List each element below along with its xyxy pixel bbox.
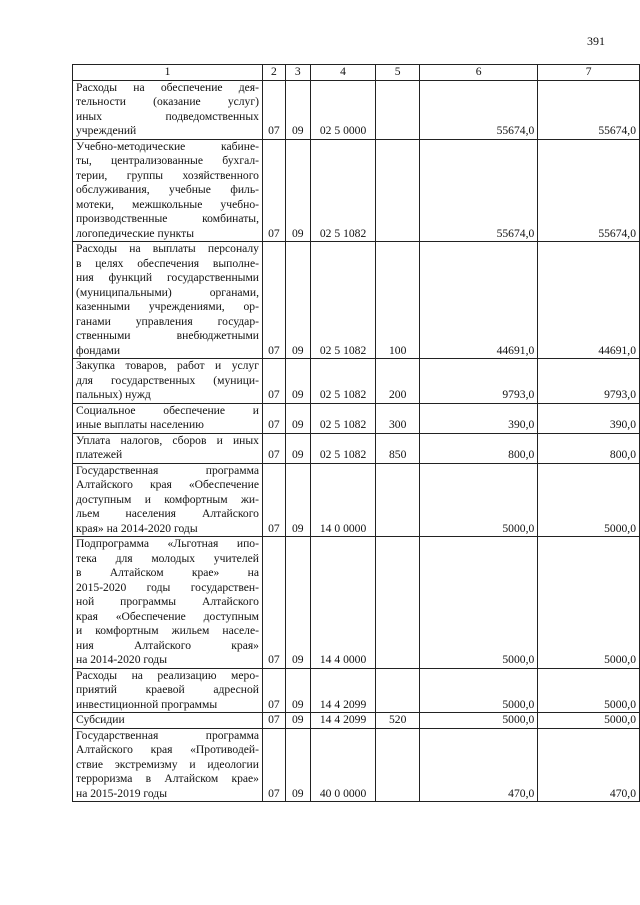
target-article-cell: 02 5 0000 xyxy=(310,80,376,139)
row-description xyxy=(73,668,263,713)
section-code-cell: 07 xyxy=(262,433,285,463)
header-cell: 1 xyxy=(73,65,263,81)
description-line: Социальное обеспечение и xyxy=(76,403,259,417)
description-line: обслуживания, учебные филь- xyxy=(76,183,259,196)
amount-cell: 5000,0 xyxy=(419,668,537,713)
description-line: доступным и комфортным жи- xyxy=(76,492,259,506)
amount-cell: 55674,0 xyxy=(419,80,537,139)
description-line: иные выплаты населению xyxy=(76,418,204,431)
description-line: платежей xyxy=(76,448,123,461)
subsection-code-cell: 09 xyxy=(285,433,310,463)
description-line: ной программы Алтайского xyxy=(76,595,259,608)
table-row xyxy=(73,80,640,139)
subsection-code-cell: 09 xyxy=(285,463,310,537)
subsection-code-cell: 09 xyxy=(285,728,310,802)
target-article-cell: 02 5 1082 xyxy=(310,433,376,463)
row-description xyxy=(73,359,263,404)
description-line: учреждений xyxy=(76,124,137,137)
description-line: края «Обеспечение доступным xyxy=(76,609,259,623)
expense-type-cell: 200 xyxy=(376,359,420,404)
amount-cell: 5000,0 xyxy=(419,537,537,669)
expense-type-cell: 300 xyxy=(376,403,420,433)
header-cell: 4 xyxy=(310,65,376,81)
section-code-cell: 07 xyxy=(262,668,285,713)
table-row xyxy=(73,433,640,463)
header-cell: 7 xyxy=(538,65,640,81)
table-row xyxy=(73,668,640,713)
section-code-cell: 07 xyxy=(262,537,285,669)
table-row xyxy=(73,463,640,537)
row-description xyxy=(73,433,263,463)
description-line: 2015-2020 годы государствен- xyxy=(76,580,259,594)
amount-cell: 470,0 xyxy=(419,728,537,802)
amount-total-cell: 55674,0 xyxy=(538,139,640,242)
amount-total-cell: 44691,0 xyxy=(538,242,640,359)
description-line: ты, централизованные бухгал- xyxy=(76,154,259,167)
expense-type-cell: 850 xyxy=(376,433,420,463)
section-code-cell: 07 xyxy=(262,80,285,139)
target-article-cell: 02 5 1082 xyxy=(310,359,376,404)
header-cell: 5 xyxy=(376,65,420,81)
target-article-cell: 02 5 1082 xyxy=(310,139,376,242)
row-description xyxy=(73,728,263,802)
description-line: края» на 2014-2020 годы xyxy=(76,521,198,535)
row-description xyxy=(73,403,263,433)
subsection-code-cell: 09 xyxy=(285,537,310,669)
table-header-row xyxy=(73,65,640,81)
description-line: приятий краевой адресной xyxy=(76,683,259,696)
amount-cell: 390,0 xyxy=(419,403,537,433)
amount-total-cell: 5000,0 xyxy=(538,713,640,729)
description-line: мотеки, межшкольные учебно- xyxy=(76,197,259,211)
description-line: ствие экстремизму и идеологии xyxy=(76,757,259,771)
description-line: ственными внебюджетными xyxy=(76,329,259,342)
target-article-cell: 02 5 1082 xyxy=(310,242,376,359)
target-article-cell: 14 4 0000 xyxy=(310,537,376,669)
expense-type-cell: 100 xyxy=(376,242,420,359)
description-line: терроризма в Алтайском крае» xyxy=(76,772,259,785)
amount-total-cell: 55674,0 xyxy=(538,80,640,139)
description-line: ния функций государственными xyxy=(76,271,259,284)
section-code-cell: 07 xyxy=(262,139,285,242)
description-line: тельности (оказание услуг) xyxy=(76,95,259,108)
row-description xyxy=(73,139,263,242)
description-line: иных подведомственных xyxy=(76,109,259,123)
description-line: терии, группы хозяйственного xyxy=(76,168,259,182)
description-line: Учебно-методические кабине- xyxy=(76,139,259,153)
description-line: в целях обеспечения выполне- xyxy=(76,256,259,270)
description-line: Алтайского края «Противодей- xyxy=(76,743,259,756)
description-line: Расходы на обеспечение дея- xyxy=(76,80,259,94)
description-line: Алтайского края «Обеспечение xyxy=(76,478,259,491)
amount-cell: 9793,0 xyxy=(419,359,537,404)
description-line: Подпрограмма «Льготная ипо- xyxy=(76,537,259,550)
expense-type-cell xyxy=(376,463,420,537)
section-code-cell: 07 xyxy=(262,728,285,802)
description-line: Уплата налогов, сборов и иных xyxy=(76,433,259,447)
table-row xyxy=(73,359,640,404)
expense-type-cell: 520 xyxy=(376,713,420,729)
target-article-cell: 14 4 2099 xyxy=(310,713,376,729)
target-article-cell: 40 0 0000 xyxy=(310,728,376,802)
description-line: ганами управления государ- xyxy=(76,314,259,328)
header-cell: 6 xyxy=(419,65,537,81)
description-line: на 2015-2019 годы xyxy=(76,786,168,800)
subsection-code-cell: 09 xyxy=(285,242,310,359)
amount-cell: 44691,0 xyxy=(419,242,537,359)
description-line: тека для молодых учителей xyxy=(76,551,259,565)
table-row xyxy=(73,713,640,729)
target-article-cell: 14 0 0000 xyxy=(310,463,376,537)
description-line: казенными учреждениями, ор- xyxy=(76,300,259,313)
description-line: льем населения Алтайского xyxy=(76,507,259,520)
description-line: фондами xyxy=(76,343,121,357)
description-line: Государственная программа xyxy=(76,463,259,477)
target-article-cell: 02 5 1082 xyxy=(310,403,376,433)
expense-type-cell xyxy=(376,80,420,139)
header-cell: 3 xyxy=(285,65,310,81)
section-code-cell: 07 xyxy=(262,403,285,433)
amount-total-cell: 5000,0 xyxy=(538,668,640,713)
expense-type-cell xyxy=(376,139,420,242)
description-line: и комфортным жильем населе- xyxy=(76,624,259,637)
page-number: 391 xyxy=(587,34,605,48)
description-line: в Алтайском крае» на xyxy=(76,566,259,579)
description-line: Субсидии xyxy=(76,713,125,726)
table-row xyxy=(73,139,640,242)
row-description xyxy=(73,463,263,537)
subsection-code-cell: 09 xyxy=(285,80,310,139)
amount-cell: 55674,0 xyxy=(419,139,537,242)
table-row xyxy=(73,728,640,802)
amount-cell: 5000,0 xyxy=(419,713,537,729)
table-row xyxy=(73,403,640,433)
section-code-cell: 07 xyxy=(262,463,285,537)
subsection-code-cell: 09 xyxy=(285,713,310,729)
target-article-cell: 14 4 2099 xyxy=(310,668,376,713)
description-line: на 2014-2020 годы xyxy=(76,653,168,666)
amount-total-cell: 5000,0 xyxy=(538,463,640,537)
description-line: пальных) нужд xyxy=(76,388,151,401)
amount-total-cell: 390,0 xyxy=(538,403,640,433)
amount-total-cell: 9793,0 xyxy=(538,359,640,404)
amount-cell: 5000,0 xyxy=(419,463,537,537)
header-cell: 2 xyxy=(262,65,285,81)
expense-type-cell xyxy=(376,537,420,669)
row-description xyxy=(73,80,263,139)
expense-type-cell xyxy=(376,728,420,802)
row-description xyxy=(73,537,263,669)
description-line: инвестиционной программы xyxy=(76,697,218,711)
description-line: Закупка товаров, работ и услуг xyxy=(76,359,259,372)
amount-total-cell: 470,0 xyxy=(538,728,640,802)
subsection-code-cell: 09 xyxy=(285,403,310,433)
description-line: логопедические пункты xyxy=(76,226,194,240)
description-line: (муниципальными) органами, xyxy=(76,285,259,299)
table-row xyxy=(73,537,640,669)
section-code-cell: 07 xyxy=(262,359,285,404)
expense-type-cell xyxy=(376,668,420,713)
subsection-code-cell: 09 xyxy=(285,359,310,404)
amount-cell: 800,0 xyxy=(419,433,537,463)
section-code-cell: 07 xyxy=(262,713,285,729)
section-code-cell: 07 xyxy=(262,242,285,359)
description-line: Расходы на реализацию меро- xyxy=(76,668,259,682)
amount-total-cell: 5000,0 xyxy=(538,537,640,669)
row-description xyxy=(73,242,263,359)
description-line: ния Алтайского края» xyxy=(76,638,259,652)
description-line: для государственных (муници- xyxy=(76,373,259,387)
table-row xyxy=(73,242,640,359)
subsection-code-cell: 09 xyxy=(285,668,310,713)
description-line: производственные комбинаты, xyxy=(76,212,259,225)
row-description xyxy=(73,713,263,729)
budget-table xyxy=(72,64,640,802)
subsection-code-cell: 09 xyxy=(285,139,310,242)
description-line: Расходы на выплаты персоналу xyxy=(76,242,259,255)
description-line: Государственная программа xyxy=(76,728,259,742)
amount-total-cell: 800,0 xyxy=(538,433,640,463)
